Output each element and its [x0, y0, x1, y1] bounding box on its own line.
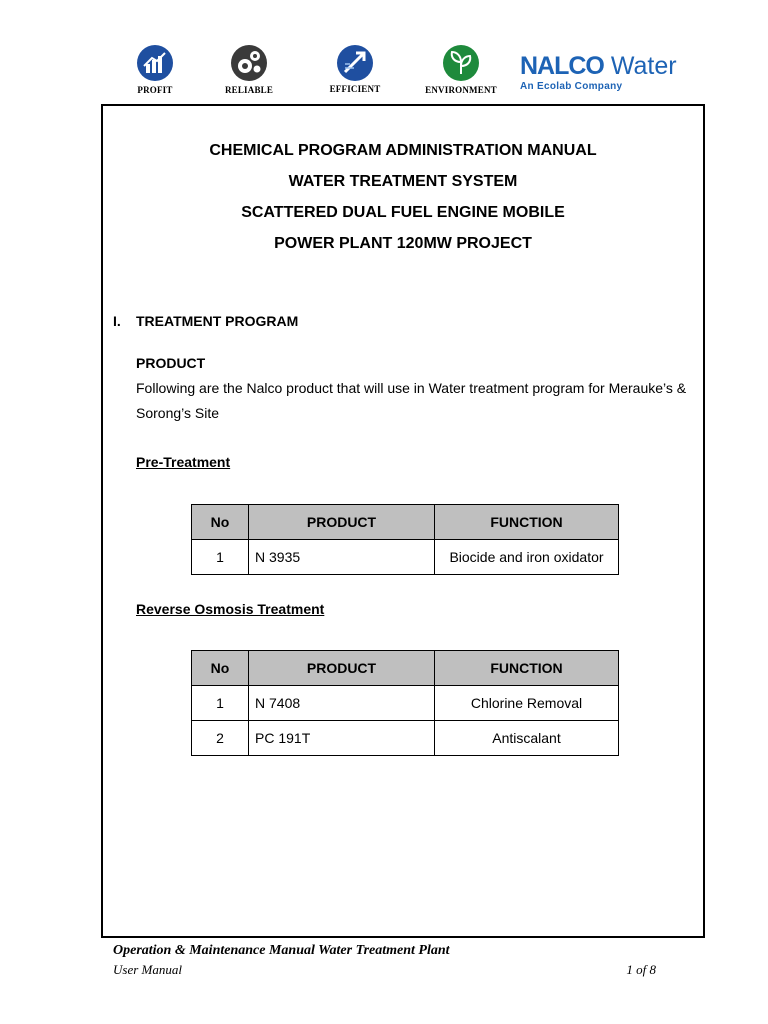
- footer-subtitle: User Manual: [113, 962, 182, 977]
- cell-product: N 7408: [249, 686, 435, 721]
- cell-no: 1: [192, 686, 249, 721]
- table-row: [192, 540, 619, 575]
- table-row: [192, 686, 619, 721]
- section-number: I.: [113, 313, 121, 329]
- logo-product: Water: [603, 52, 677, 80]
- pretreatment-heading: Pre-Treatment: [136, 454, 231, 470]
- bar-chart-icon: [136, 44, 174, 82]
- title-line-1: CHEMICAL PROGRAM ADMINISTRATION MANUAL: [209, 142, 597, 159]
- col-product: PRODUCT: [249, 505, 435, 540]
- page-number: 1 of 8: [626, 962, 656, 977]
- title-line-2: WATER TREATMENT SYSTEM: [288, 173, 518, 190]
- document-frame: [101, 104, 705, 938]
- cell-product: PC 191T: [249, 721, 435, 756]
- section-title: TREATMENT PROGRAM: [136, 313, 299, 329]
- cell-product: N 3935: [249, 540, 435, 575]
- col-no: No: [192, 651, 249, 686]
- environment-label: ENVIRONMENT: [425, 85, 497, 95]
- gears-icon: [230, 44, 268, 82]
- product-heading: PRODUCT: [136, 355, 206, 371]
- logo-brand: NALCO: [520, 52, 604, 80]
- intro-line-1: Following are the Nalco product that will use in Water treatment program for Merauke’s &: [136, 380, 687, 396]
- cell-no: 2: [192, 721, 249, 756]
- rising-arrow-icon: [336, 44, 374, 82]
- reliable-label: RELIABLE: [224, 85, 274, 95]
- cell-function: Chlorine Removal: [435, 686, 619, 721]
- col-function: FUNCTION: [435, 651, 619, 686]
- sprout-icon: [442, 44, 480, 82]
- table-header-row: [192, 505, 619, 540]
- logo-tagline: An Ecolab Company: [520, 81, 623, 92]
- ro-treatment-table: [191, 650, 619, 756]
- cell-function: Antiscalant: [435, 721, 619, 756]
- footer-title: Operation & Maintenance Manual Water Treatment Plant: [113, 943, 450, 958]
- ro-treatment-heading: Reverse Osmosis Treatment: [136, 601, 325, 617]
- nalco-water-logo: [520, 54, 677, 92]
- title-line-4: POWER PLANT 120MW PROJECT: [274, 235, 532, 252]
- col-no: No: [192, 505, 249, 540]
- table-header-row: [192, 651, 619, 686]
- pretreatment-table: [191, 504, 619, 575]
- table-row: [192, 721, 619, 756]
- intro-paragraph: [136, 376, 696, 426]
- page-header: [0, 0, 768, 100]
- profit-label: PROFIT: [137, 85, 173, 95]
- col-product: PRODUCT: [249, 651, 435, 686]
- title-line-3: SCATTERED DUAL FUEL ENGINE MOBILE: [241, 204, 565, 221]
- col-function: FUNCTION: [435, 505, 619, 540]
- cell-no: 1: [192, 540, 249, 575]
- intro-line-2: Sorong’s Site: [136, 405, 220, 421]
- cell-function: Biocide and iron oxidator: [435, 540, 619, 575]
- efficient-label: EFFICIENT: [329, 84, 381, 94]
